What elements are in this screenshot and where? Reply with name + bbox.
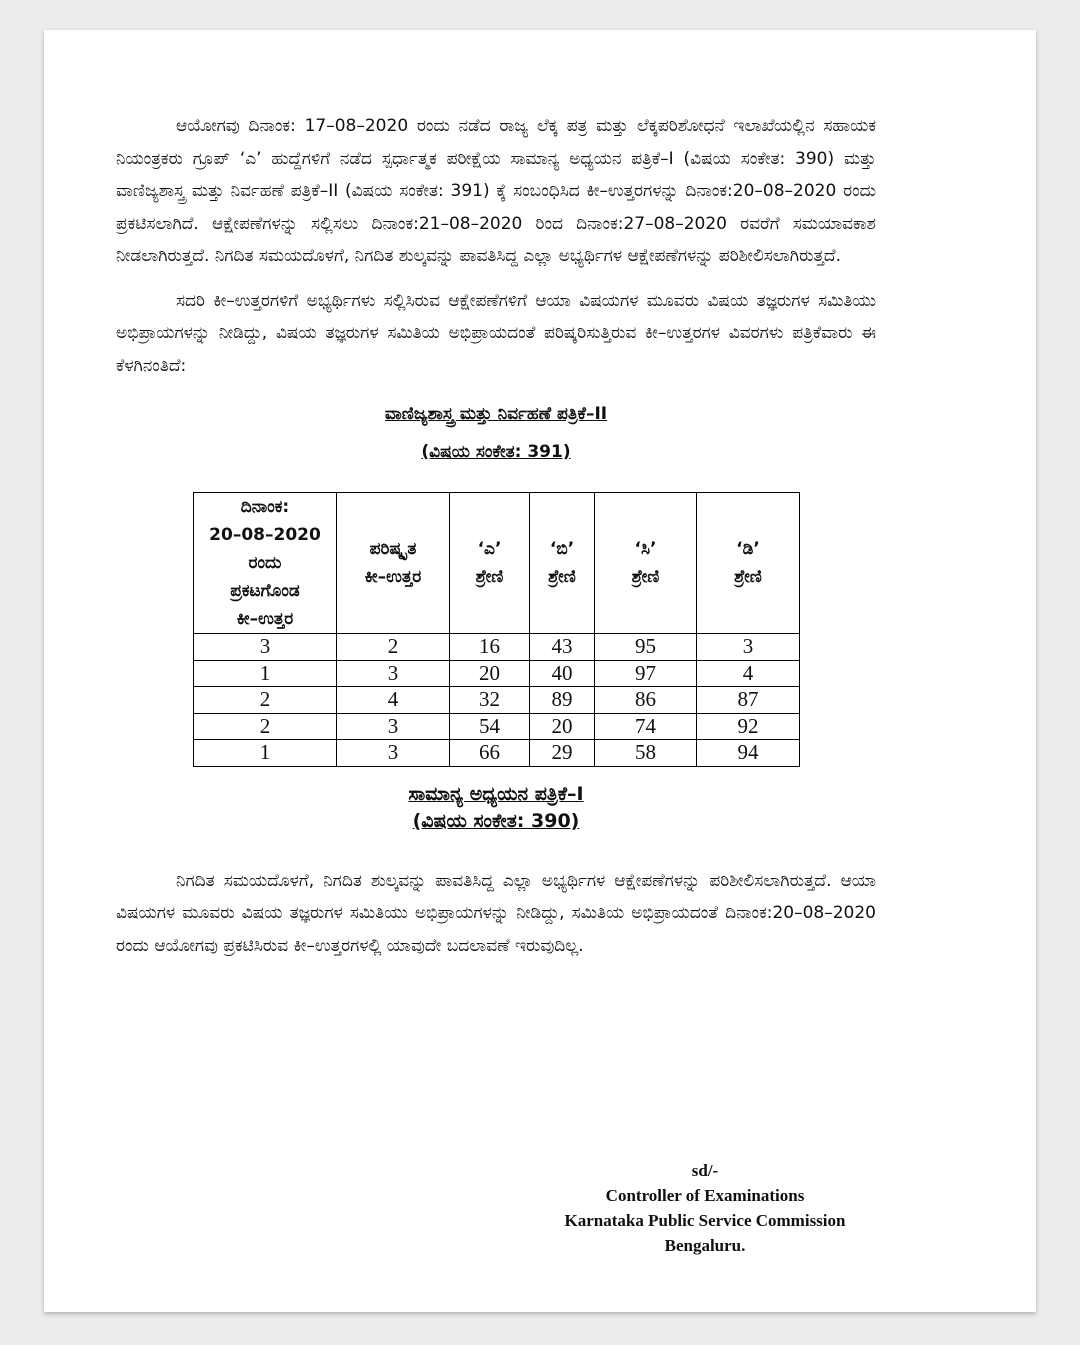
table-cell: 1 [194,660,337,687]
section-code-390: (ವಿಷಯ ಸಂಕೇತ: 390) [412,809,580,832]
section-title-paper-2: ವಾಣಿಜ್ಯಶಾಸ್ತ್ರ ಮತ್ತು ನಿರ್ವಹಣೆ ಪತ್ರಿಕೆ–II [384,404,608,424]
table-cell: 20 [530,713,595,740]
table-cell: 3 [337,713,450,740]
table-cell: 2 [337,634,450,661]
column-header [337,493,450,634]
table-cell: 74 [595,713,697,740]
table-cell: 54 [450,713,530,740]
column-header [595,493,697,634]
table-cell: 95 [595,634,697,661]
table-cell: 4 [337,687,450,714]
column-header-line: ಪ್ರಕಟಗೊಂಡ [230,581,300,601]
table-row [194,687,800,714]
column-header-line: ಶ್ರೇಣಿ [631,567,660,587]
column-header-line: ಕೀ–ಉತ್ತರ [236,609,294,629]
objections-paragraph: ಸದರಿ ಕೀ–ಉತ್ತರಗಳಿಗೆ ಅಭ್ಯರ್ಥಿಗಳು ಸಲ್ಲಿಸಿರುವ ಆಕ್ಷೇಪಣೆಗಳಿಗೆ ಆಯಾ ವಿಷಯಗಳ ಮೂವರು ವಿಷಯ ತಜ್ಞರುಗಳ ಸಮಿತಿಯು ಅಭಿಪ್ರಾಯಗಳನ್ನು ನೀಡಿದ್ದು, ವಿಷಯ ತಜ್ಞರುಗಳ ಸಮಿತಿಯ ಅಭಿಪ್ರಾಯದಂತೆ ಪರಿಷ್ಕರಿಸುತ್ತಿರುವ ಕೀ–ಉತ್ತರಗಳ ವಿವರಗಳು ಪತ್ರಿಕೆವಾರು ಈ ಕೆಳಗಿನಂತಿದೆ: [116,290,876,376]
column-header-line: ಶ್ರೇಣಿ [734,567,762,587]
table-row [194,713,800,740]
signature-block [520,1158,890,1258]
table-cell: 1 [194,740,337,767]
table-cell: 3 [194,634,337,661]
column-header [697,493,800,634]
table-cell: 4 [697,660,800,687]
column-header-line: ಪರಿಷ್ಕೃತ [369,539,417,559]
table-cell: 40 [530,660,595,687]
signature-title: Controller of Examinations [605,1186,805,1205]
table-cell: 3 [337,740,450,767]
table-cell: 97 [595,660,697,687]
table-cell: 3 [697,634,800,661]
table-cell: 58 [595,740,697,767]
table-row [194,740,800,767]
table-cell: 43 [530,634,595,661]
table-cell: 92 [697,713,800,740]
table-cell: 20 [450,660,530,687]
intro-paragraph: ಆಯೋಗವು ದಿನಾಂಕ: 17–08–2020 ರಂದು ನಡೆದ ರಾಜ್ಯ ಲೆಕ್ಕ ಪತ್ರ ಮತ್ತು ಲೆಕ್ಕಪರಿಶೋಧನೆ ಇಲಾಖೆಯಲ್ಲಿನ ಸಹಾಯಕ ನಿಯಂತ್ರಕರು ಗ್ರೂಪ್ ‘ಎ’ ಹುದ್ದೆಗಳಿಗೆ ನಡೆದ ಸ್ಪರ್ಧಾತ್ಮಕ ಪರೀಕ್ಷೆಯ ಸಾಮಾನ್ಯ ಅಧ್ಯಯನ ಪತ್ರಿಕೆ–I (ವಿಷಯ ಸಂಕೇತ: 390) ಮತ್ತು ವಾಣಿಜ್ಯಶಾಸ್ತ್ರ ಮತ್ತು ನಿರ್ವಹಣೆ ಪತ್ರಿಕೆ–II (ವಿಷಯ ಸಂಕೇತ: 391) ಕ್ಕೆ ಸಂಬಂಧಿಸಿದ ಕೀ–ಉತ್ತರಗಳನ್ನು ದಿನಾಂಕ:20–08–2020 ರಂದು ಪ್ರಕಟಿಸಲಾಗಿದೆ. ಆಕ್ಷೇಪಣೆಗಳನ್ನು ಸಲ್ಲಿಸಲು ದಿನಾಂಕ:21–08–2020 ರಿಂದ ದಿನಾಂಕ:27–08–2020 ರವರೆಗೆ ಸಮಯಾವಕಾಶ ನೀಡಲಾಗಿರುತ್ತದೆ. ನಿಗದಿತ ಸಮಯದೊಳಗೆ, ನಿಗದಿತ ಶುಲ್ಕವನ್ನು ಪಾವತಿಸಿದ್ದ ಎಲ್ಲಾ ಅಭ್ಯರ್ಥಿಗಳ ಆಕ್ಷೇಪಣೆಗಳನ್ನು ಪರಿಶೀಲಿಸಲಾಗಿರುತ್ತದೆ. [116,116,876,266]
column-header-line: ‘ಬಿ’ [549,539,575,559]
column-header-line: ಕೀ–ಉತ್ತರ [364,567,422,587]
column-header [194,493,337,634]
table-row [194,634,800,661]
table-cell: 2 [194,687,337,714]
column-header [450,493,530,634]
section-code-391: (ವಿಷಯ ಸಂಕೇತ: 391) [421,442,571,462]
column-header-line: ರಂದು [248,553,282,573]
table-cell: 89 [530,687,595,714]
column-header [530,493,595,634]
document-content [116,110,876,962]
table-row [194,660,800,687]
signature-organization: Karnataka Public Service Commission [564,1211,846,1230]
table-cell: 16 [450,634,530,661]
column-header-line: ಶ್ರೇಣಿ [548,567,576,587]
column-header-line: ಶ್ರೇಣಿ [475,567,504,587]
table-cell: 32 [450,687,530,714]
column-header-line: ‘ಎ’ [477,539,502,559]
section-title-paper-1: ಸಾಮಾನ್ಯ ಅಧ್ಯಯನ ಪತ್ರಿಕೆ–I [408,782,584,805]
table-cell: 94 [697,740,800,767]
table-cell: 86 [595,687,697,714]
column-header-line: ‘ಡಿ’ [736,539,760,559]
table-cell: 29 [530,740,595,767]
column-header-line: ‘ಸಿ’ [634,539,657,559]
no-change-paragraph: ನಿಗದಿತ ಸಮಯದೊಳಗೆ, ನಿಗದಿತ ಶುಲ್ಕವನ್ನು ಪಾವತಿಸಿದ್ದ ಎಲ್ಲಾ ಅಭ್ಯರ್ಥಿಗಳ ಆಕ್ಷೇಪಣೆಗಳನ್ನು ಪರಿಶೀಲಿಸಲಾಗಿರುತ್ತದೆ. ಆಯಾ ವಿಷಯಗಳ ಮೂವರು ವಿಷಯ ತಜ್ಞರುಗಳ ಸಮಿತಿಯು ಅಭಿಪ್ರಾಯಗಳನ್ನು ನೀಡಿದ್ದು, ಸಮಿತಿಯ ಅಭಿಪ್ರಾಯದಂತೆ ದಿನಾಂಕ:20–08–2020 ರಂದು ಆಯೋಗವು ಪ್ರಕಟಿಸಿರುವ ಕೀ–ಉತ್ತರಗಳಲ್ಲಿ ಯಾವುದೇ ಬದಲಾವಣೆ ಇರುವುದಿಲ್ಲ. [116,870,876,956]
revised-key-table [193,492,800,767]
table-cell: 3 [337,660,450,687]
column-header-line: 20–08–2020 [209,525,321,545]
column-header-line: ದಿನಾಂಕ: [240,497,290,517]
signature-city: Bengaluru. [664,1236,746,1255]
signature-sd: sd/- [691,1161,719,1180]
table-cell: 2 [194,713,337,740]
table-cell: 66 [450,740,530,767]
table-cell: 87 [697,687,800,714]
